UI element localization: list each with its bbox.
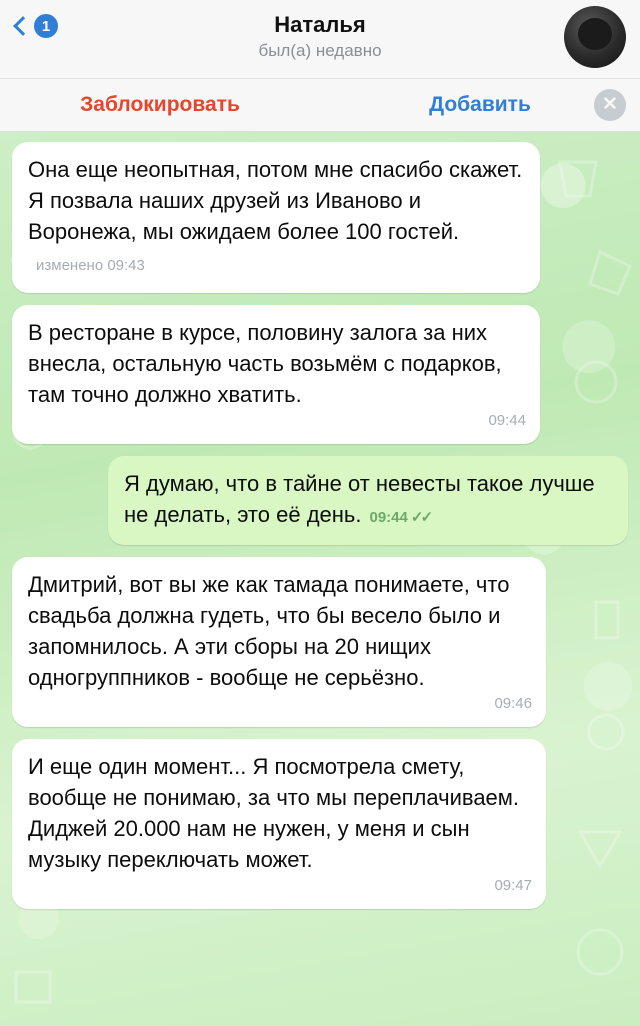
message-row[interactable] (12, 456, 628, 545)
message-text: Я думаю, что в тайне от невесты такое лучше не делать, это её день. (124, 471, 595, 527)
message-meta (370, 502, 431, 533)
read-receipt-icon: ✓✓ (410, 509, 431, 526)
message-row[interactable] (12, 557, 628, 727)
chat-title-block[interactable] (258, 12, 381, 62)
unread-count-badge: 1 (34, 14, 58, 38)
message-list[interactable] (0, 132, 640, 1026)
contact-action-bar (0, 79, 640, 132)
message-meta: 09:47 (494, 877, 532, 894)
message-row[interactable] (12, 305, 628, 444)
message-meta: 09:46 (494, 695, 532, 712)
contact-status: был(а) недавно (258, 41, 382, 60)
close-icon[interactable]: ✕ (594, 89, 626, 121)
message-text: И еще один момент... Я посмотрела смету, вообще не понимаю, за что мы переплачиваем. Диджей 20.000 нам не нужен, у меня и сын музыку переключать может. (28, 754, 520, 872)
message-bubble-incoming[interactable] (12, 305, 540, 444)
avatar[interactable] (564, 6, 626, 68)
message-text: Она еще неопытная, потом мне спасибо скажет. Я позвала наших друзей из Иваново и Воронежа, мы ожидаем более 100 гостей. (28, 157, 523, 244)
contact-name: Наталья (274, 12, 366, 37)
message-row[interactable] (12, 142, 628, 293)
message-text: Дмитрий, вот вы же как тамада понимаете, что свадьба должна гудеть, что бы весело было и запомнилось. А эти сборы на 20 нищих одногруппников - вообще не серьёзно. (28, 572, 510, 690)
message-meta: 09:44 (488, 412, 526, 429)
message-bubble-outgoing[interactable] (108, 456, 628, 545)
message-bubble-incoming[interactable] (12, 142, 540, 293)
add-contact-button[interactable]: Добавить (429, 93, 531, 116)
block-contact-button[interactable]: Заблокировать (80, 93, 240, 116)
message-text: В ресторане в курсе, половину залога за них внесла, остальную часть возьмём с подарков, там точно должно хватить. (28, 320, 502, 407)
message-bubble-incoming[interactable] (12, 739, 546, 909)
message-row[interactable] (12, 739, 628, 909)
chat-header (0, 0, 640, 79)
message-meta: изменено 09:43 (36, 257, 145, 274)
message-bubble-incoming[interactable] (12, 557, 546, 727)
chevron-left-icon (10, 16, 30, 36)
back-button[interactable] (10, 14, 58, 38)
message-time: 09:44 (369, 509, 408, 526)
